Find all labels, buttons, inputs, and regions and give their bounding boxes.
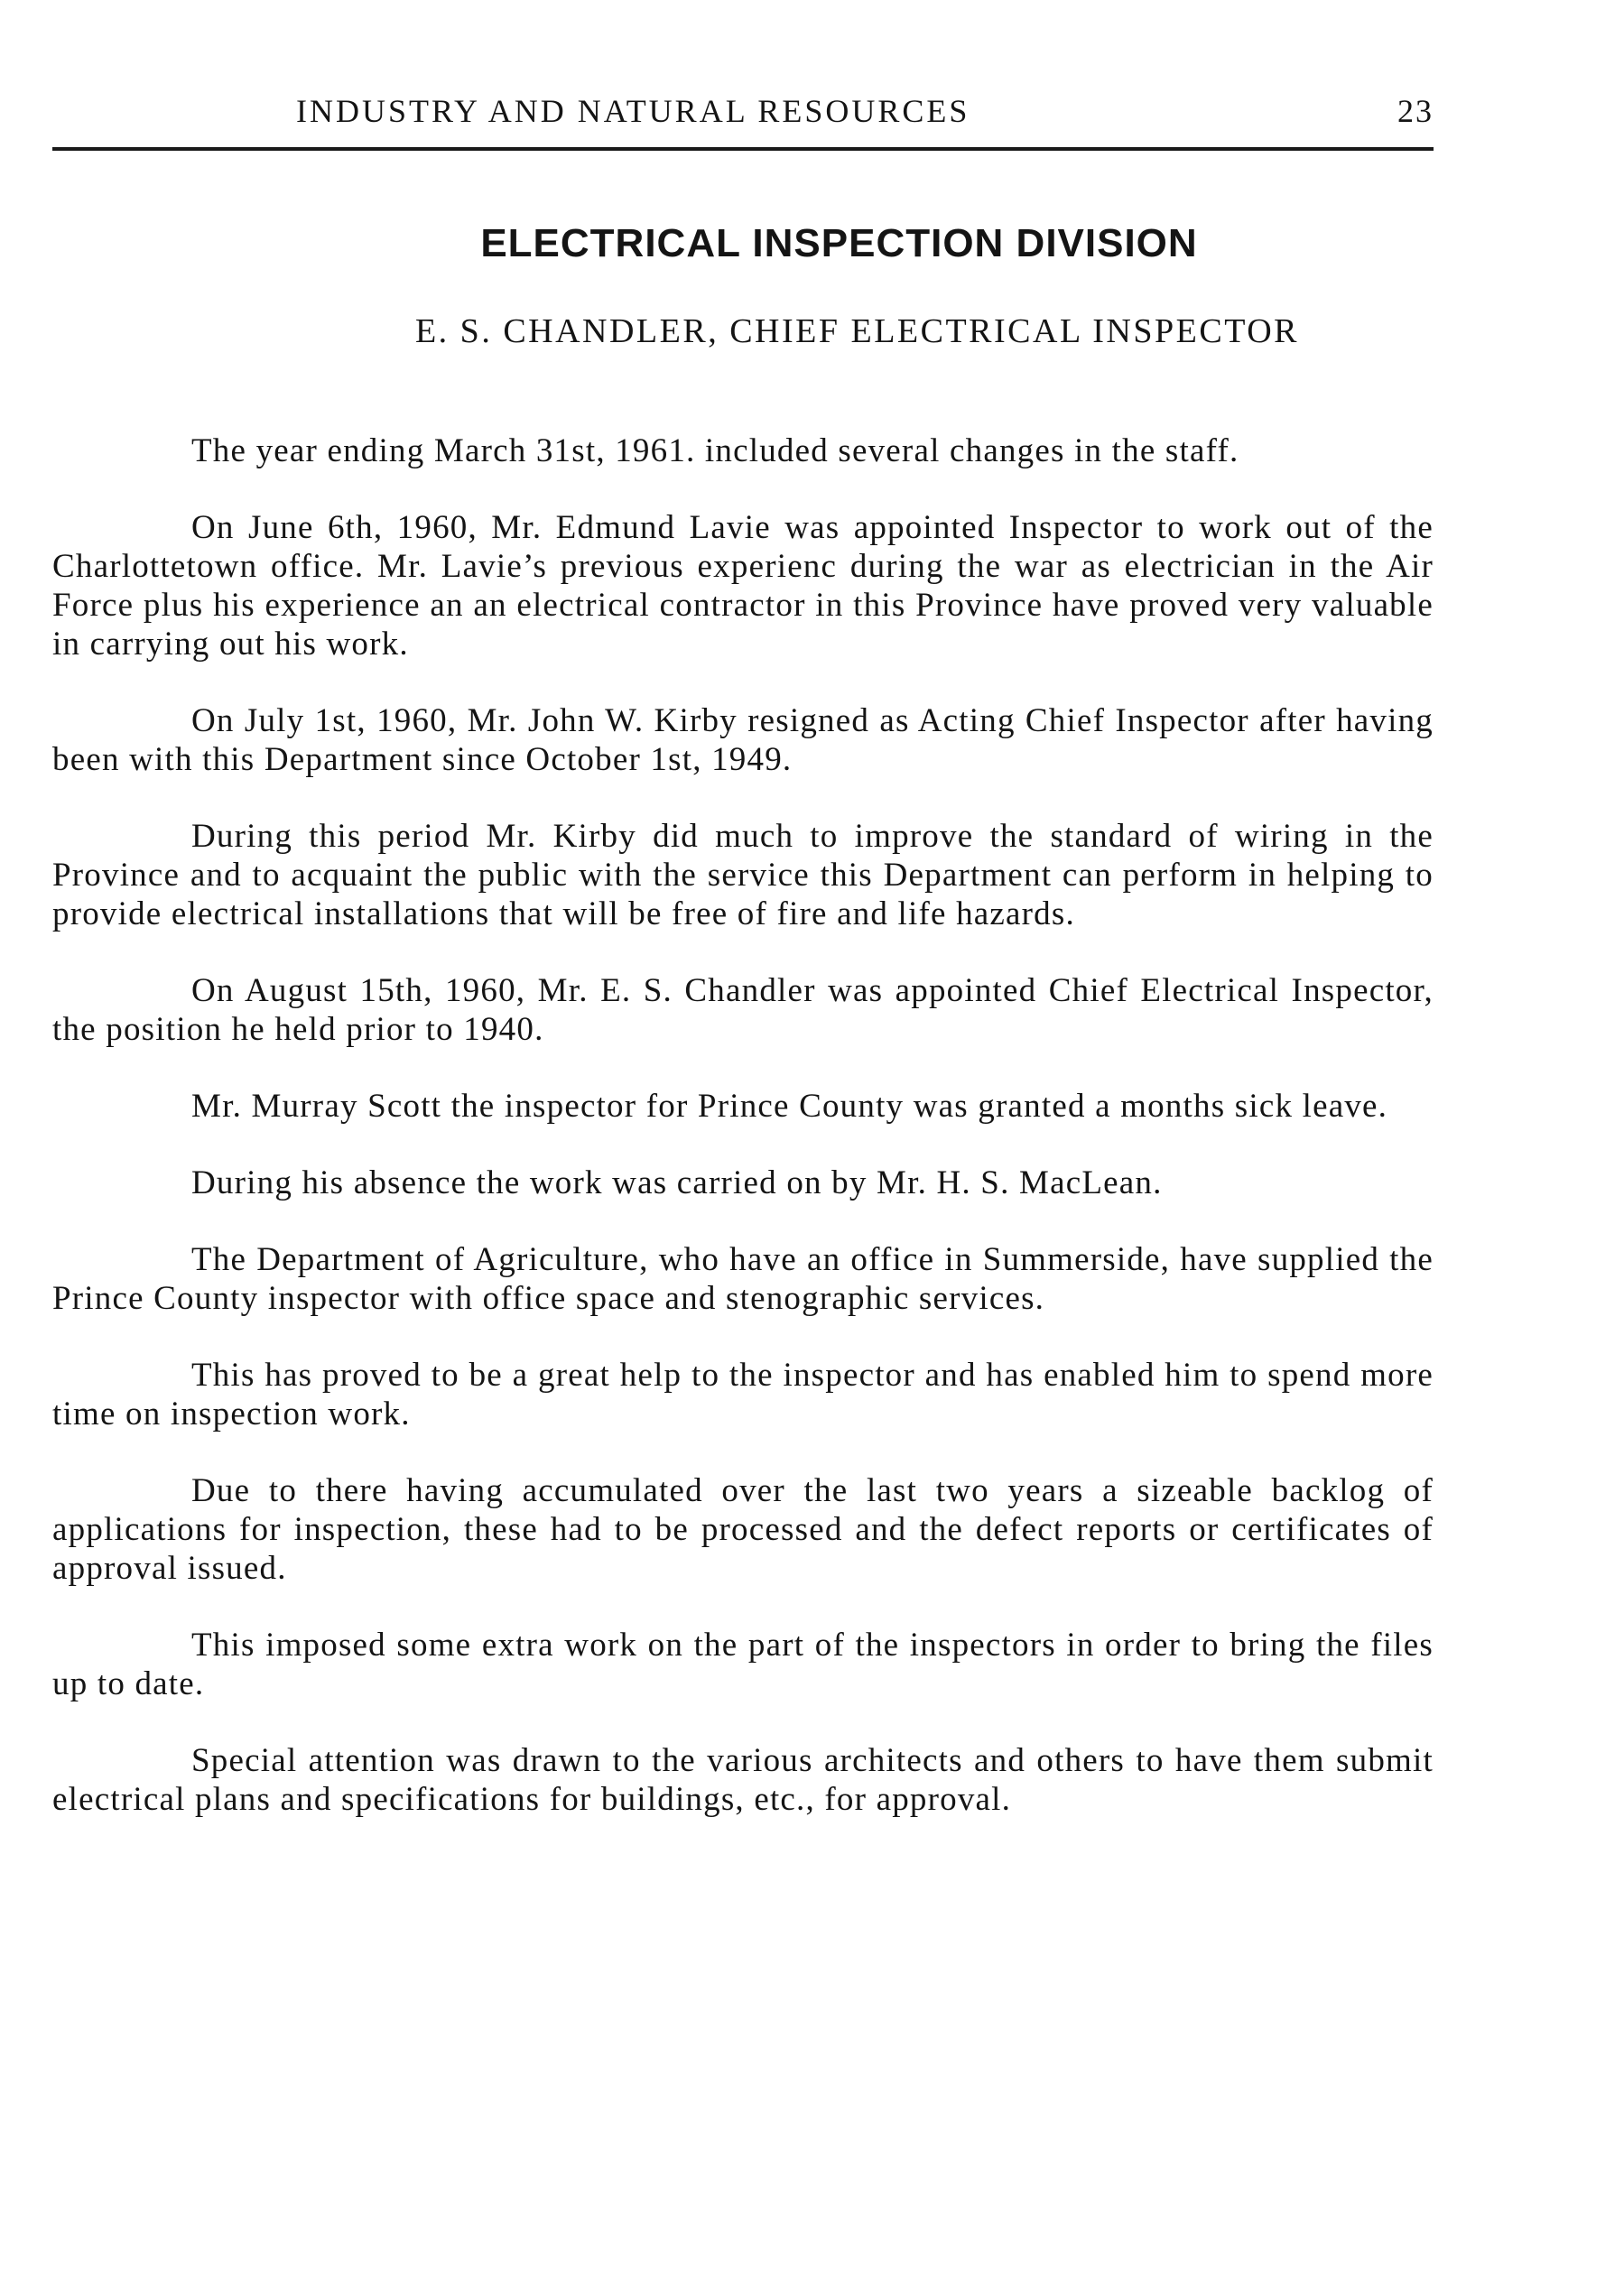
paragraph: This imposed some extra work on the part of the inspectors in order to bring the files up to date. [52, 1627, 1434, 1702]
body-text [52, 431, 1434, 1857]
paragraph: During this period Mr. Kirby did much to improve the standard of wiring in the Province and to acquaint the public with the service this Department can perform in helping to provide electrical installations that will be free of fire and life hazards. [52, 818, 1434, 932]
header-rule [52, 147, 1434, 151]
paragraph: On July 1st, 1960, Mr. John W. Kirby resigned as Acting Chief Inspector after having been with this Department since October 1st, 1949. [52, 702, 1434, 778]
section-heading: ELECTRICAL INSPECTION DIVISION [480, 221, 1198, 265]
paragraph: During his absence the work was carried on by Mr. H. S. MacLean. [191, 1164, 1163, 1201]
section-subheading: E. S. CHANDLER, CHIEF ELECTRICAL INSPECTOR [414, 312, 1300, 350]
paragraph: On June 6th, 1960, Mr. Edmund Lavie was appointed Inspector to work out of the Charlottetown office. Mr. Lavie’s previous experienc during the war as electrician in the Air Force plus his experience an an electrical contractor in this Province have proved very valuable in carrying out his work. [52, 509, 1434, 663]
paragraph: The Department of Agriculture, who have an office in Summerside, have supplied the Prince County inspector with office space and stenographic services. [52, 1241, 1434, 1317]
running-header [52, 86, 1434, 136]
paragraph: This has proved to be a great help to the inspector and has enabled him to spend more time on inspection work. [52, 1357, 1434, 1433]
page-number: 23 [1397, 93, 1434, 129]
paragraph: On August 15th, 1960, Mr. E. S. Chandler was appointed Chief Electrical Inspector, the position he held prior to 1940. [52, 972, 1434, 1048]
paragraph: Mr. Murray Scott the inspector for Prince County was granted a months sick leave. [191, 1088, 1388, 1125]
running-title: INDUSTRY AND NATURAL RESOURCES [296, 93, 970, 129]
paragraph: Due to there having accumulated over the last two years a sizeable backlog of applications for inspection, these had to be processed and the defect reports or certificates of approval issued. [52, 1472, 1434, 1587]
paragraph: Special attention was drawn to the various architects and others to have them submit electrical plans and specifications for buildings, etc., for approval. [52, 1742, 1434, 1818]
paragraph: The year ending March 31st, 1961. included several changes in the staff. [191, 432, 1239, 469]
